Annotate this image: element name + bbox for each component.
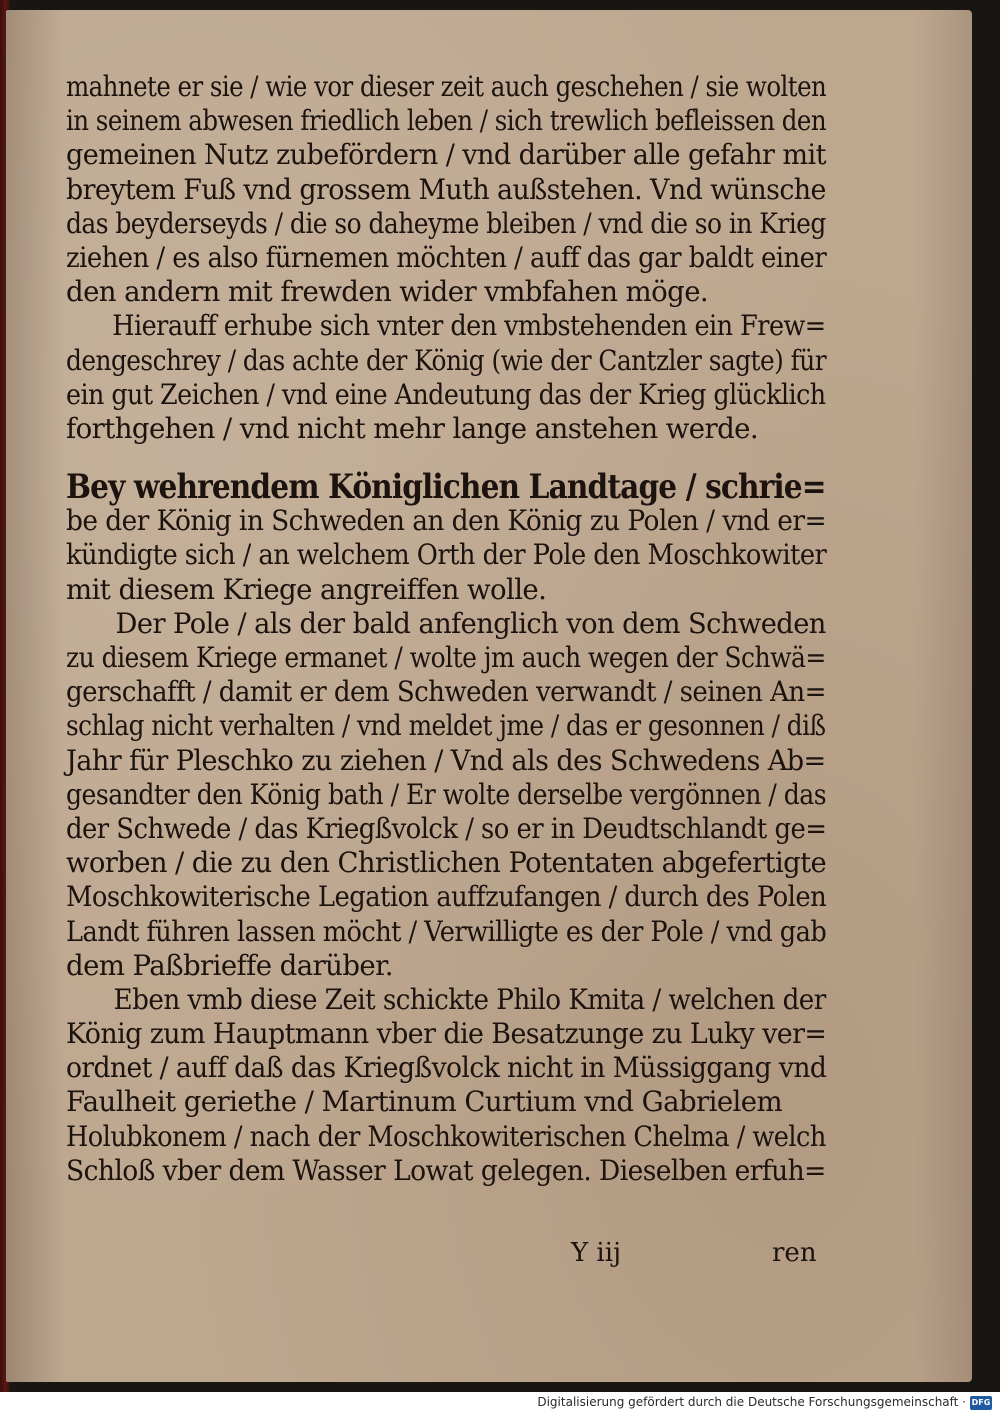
text-line: mahnete er sie / wie vor dieser zeit auch geschehen / sie wolten — [66, 70, 827, 103]
text-line: Hierauff erhube sich vnter den vmbstehenden ein Frew= — [112, 309, 826, 343]
text-line: Moschkowiterische Legation auffzufangen / durch des Polen — [66, 880, 827, 914]
page-text — [66, 70, 827, 1268]
text-line: dem Paßbrieffe darüber. — [66, 948, 393, 982]
text-line: kündigte sich / an welchem Orth der Pole den Moschkowiter — [66, 538, 827, 572]
text-line: in seinem abwesen friedlich leben / sich trewlich befleissen den — [66, 104, 827, 138]
text-line: gemeinen Nutz zubefördern / vnd darüber alle gefahr mit — [66, 138, 826, 172]
text-line: Der Pole / als der bald anfenglich von dem Schweden — [115, 606, 826, 640]
text-line: be der König in Schweden an den König zu Polen / vnd er= — [66, 504, 827, 538]
text-line: Holubkonem / nach der Moschkowiterischen Chelma / welch — [66, 1119, 826, 1153]
text-line: König zum Hauptmann vber die Besatzunge zu Luky ver= — [66, 1017, 827, 1051]
text-line: ziehen / es also fürnemen möchten / auff das gar baldt einer — [66, 240, 827, 274]
text-line: schlag nicht verhalten / vnd meldet jme / das er gesonnen / diß — [66, 709, 826, 743]
section-heading: Bey wehrendem Königlichen Landtage / schrie= — [66, 467, 826, 508]
attribution-bar — [0, 1392, 1000, 1414]
text-line: zu diesem Kriege ermanet / wolte jm auch wegen der Schwä= — [66, 641, 826, 674]
text-line: der Schwede / das Kriegßvolck / so er in Deudtschlandt ge= — [66, 811, 827, 845]
text-line: dengeschrey / das achte der König (wie der Cantzler sagte) für — [66, 343, 827, 377]
book-page — [6, 10, 972, 1382]
text-line: forthgehen / vnd nicht mehr lange anstehen werde. — [66, 411, 759, 445]
text-line: Faulheit geriethe / Martinum Curtium vnd Gabrielem — [66, 1085, 783, 1119]
text-line: Schloß vber dem Wasser Lowat gelegen. Dieselben erfuh= — [66, 1153, 826, 1187]
catchword: ren — [772, 1238, 817, 1268]
text-line: mit diesem Kriege angreiffen wolle. — [66, 572, 547, 606]
text-line: breytem Fuß vnd grossem Muth außstehen. Vnd wünsche — [66, 172, 826, 206]
text-line: gerschafft / damit er dem Schweden verwandt / seinen An= — [66, 675, 826, 709]
text-line: das beyderseyds / die so daheyme bleiben / vnd die so in Krieg — [66, 206, 826, 240]
signature-mark: Y iij — [571, 1238, 622, 1268]
text-line: Jahr für Pleschko zu ziehen / Vnd als des Schwedens Ab= — [66, 743, 826, 777]
page-signature-row — [66, 1238, 826, 1272]
text-line: gesandter den König bath / Er wolte derselbe vergönnen / das — [66, 777, 827, 811]
text-line: worben / die zu den Christlichen Potentaten abgefertigte — [66, 846, 827, 880]
text-line: ein gut Zeichen / vnd eine Andeutung das der Krieg glücklich — [66, 377, 826, 411]
text-line: Landt führen lassen möcht / Verwilligte es der Pole / vnd gab — [66, 914, 827, 948]
dfg-logo: DFG — [970, 1396, 992, 1410]
text-line: Eben vmb diese Zeit schickte Philo Kmita / welchen der — [113, 982, 826, 1016]
text-line: ordnet / auff daß das Kriegßvolck nicht in Müssiggang vnd — [66, 1051, 827, 1085]
attribution-text: Digitalisierung gefördert durch die Deutsche Forschungsgemeinschaft · — [537, 1395, 966, 1409]
text-line: den andern mit frewden wider vmbfahen möge. — [66, 275, 709, 309]
